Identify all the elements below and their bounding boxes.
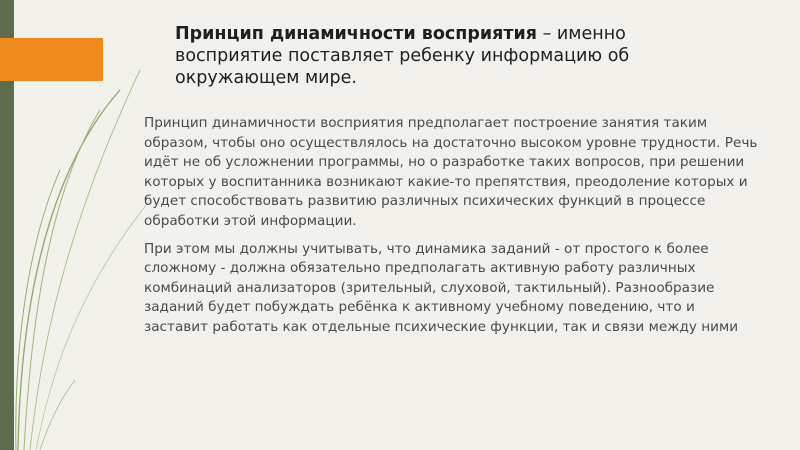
decorative-curve: [36, 200, 150, 450]
body-paragraph: Принцип динамичности восприятия предполагает построение занятия таким образом, чтобы оно осуществлялось на достаточно высоком уровне трудности. Речь идёт не об усложнении программы, но о разработке таких вопросов, при решении которых у воспитанника возникают какие-то препятствия, преодоление которых и будет способствовать развитию различных психических функций в процессе обработки этой информации.: [144, 115, 758, 229]
slide-body: [144, 114, 759, 346]
accent-tab: [0, 38, 103, 81]
decorative-curve: [18, 90, 120, 450]
slide-title-rest: – именно восприятие поставляет ребенку информацию об окружающем мире.: [175, 24, 630, 88]
slide-title: [175, 23, 735, 89]
slide-title-bold: Принцип динамичности восприятия: [175, 24, 538, 44]
body-paragraph: При этом мы должны учитывать, что динамика заданий - от простого к более сложному - должна обязательно предполагать активную работу различных комбинаций анализаторов (зрительный, слуховой, тактильный). Разнообразие заданий будет побуждать ребёнка к активному учебному поведению, что и заставит работать как отдельные психические функции, так и связи между ними: [144, 240, 739, 335]
decorative-curve: [40, 380, 75, 450]
